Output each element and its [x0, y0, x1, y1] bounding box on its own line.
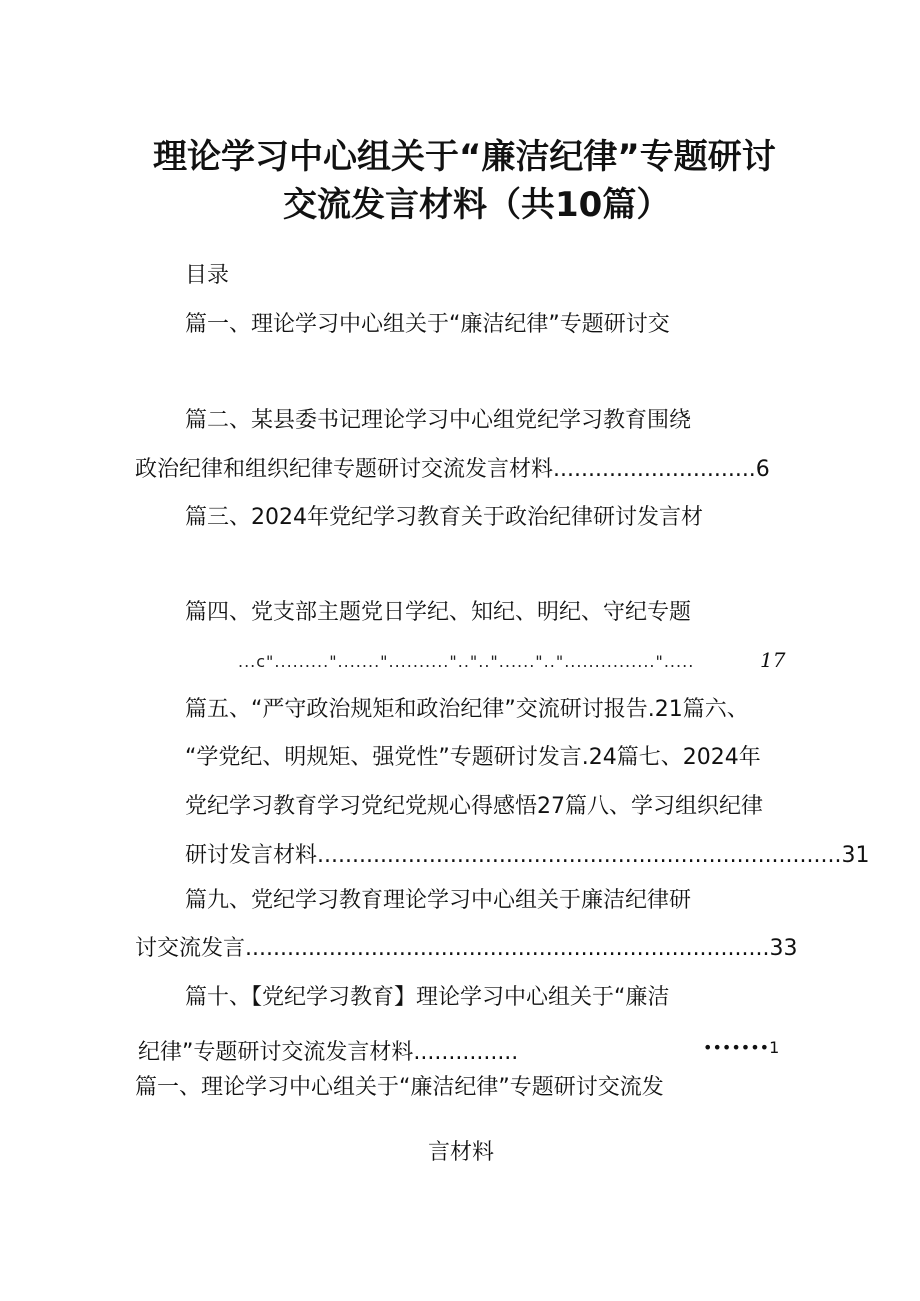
toc-entry-9-line-1[interactable]: 篇九、党纪学习教育理论学习中心组关于廉洁纪律研	[185, 888, 692, 913]
toc-entry-1-page-marker: •••••••1	[703, 1038, 780, 1057]
section-heading-line-2: 言材料	[428, 1140, 495, 1165]
toc-entry-6-line[interactable]: “学党纪、明规矩、强党性”专题研讨发言.24篇七、2024年	[185, 745, 761, 770]
toc-entry-2-line-1[interactable]: 篇二、某县委书记理论学习中心组党纪学习教育围绕	[185, 408, 692, 433]
title-line-2: 交流发言材料（共10篇）	[283, 185, 671, 225]
toc-entry-4-leader: ...c".........".......".........."..".."......".."...............".....	[238, 652, 695, 671]
title-line-1: 理论学习中心组关于“廉洁纪律”专题研讨	[153, 137, 776, 177]
toc-entry-8-line[interactable]: 研讨发言材料...........................................................................31	[185, 843, 870, 868]
section-heading-line-1: 篇一、理论学习中心组关于“廉洁纪律”专题研讨交流发	[135, 1075, 664, 1100]
toc-entry-2-line-2[interactable]: 政治纪律和组织纪律专题研讨交流发言材料.............................6	[135, 457, 770, 482]
toc-entry-10-line-2[interactable]: 纪律”专题研讨交流发言材料...............	[138, 1040, 519, 1065]
toc-heading: 目录	[185, 263, 230, 288]
toc-entry-4-page: 17	[760, 648, 786, 672]
toc-entry-5-line[interactable]: 篇五、“严守政治规矩和政治纪律”交流研讨报告.21篇六、	[185, 697, 749, 722]
toc-entry-10-line-1[interactable]: 篇十、【党纪学习教育】理论学习中心组关于“廉洁	[185, 985, 670, 1010]
toc-entry-3[interactable]: 篇三、2024年党纪学习教育关于政治纪律研讨发言材	[185, 505, 703, 530]
toc-entry-7-line[interactable]: 党纪学习教育学习党纪党规心得感悟27篇八、学习组织纪律	[185, 794, 763, 819]
toc-entry-4-line-1[interactable]: 篇四、党支部主题党日学纪、知纪、明纪、守纪专题	[185, 600, 692, 625]
toc-entry-9-line-2[interactable]: 讨交流发言...........................................................................33	[135, 936, 798, 961]
toc-entry-1[interactable]: 篇一、理论学习中心组关于“廉洁纪律”专题研讨交	[185, 312, 670, 337]
